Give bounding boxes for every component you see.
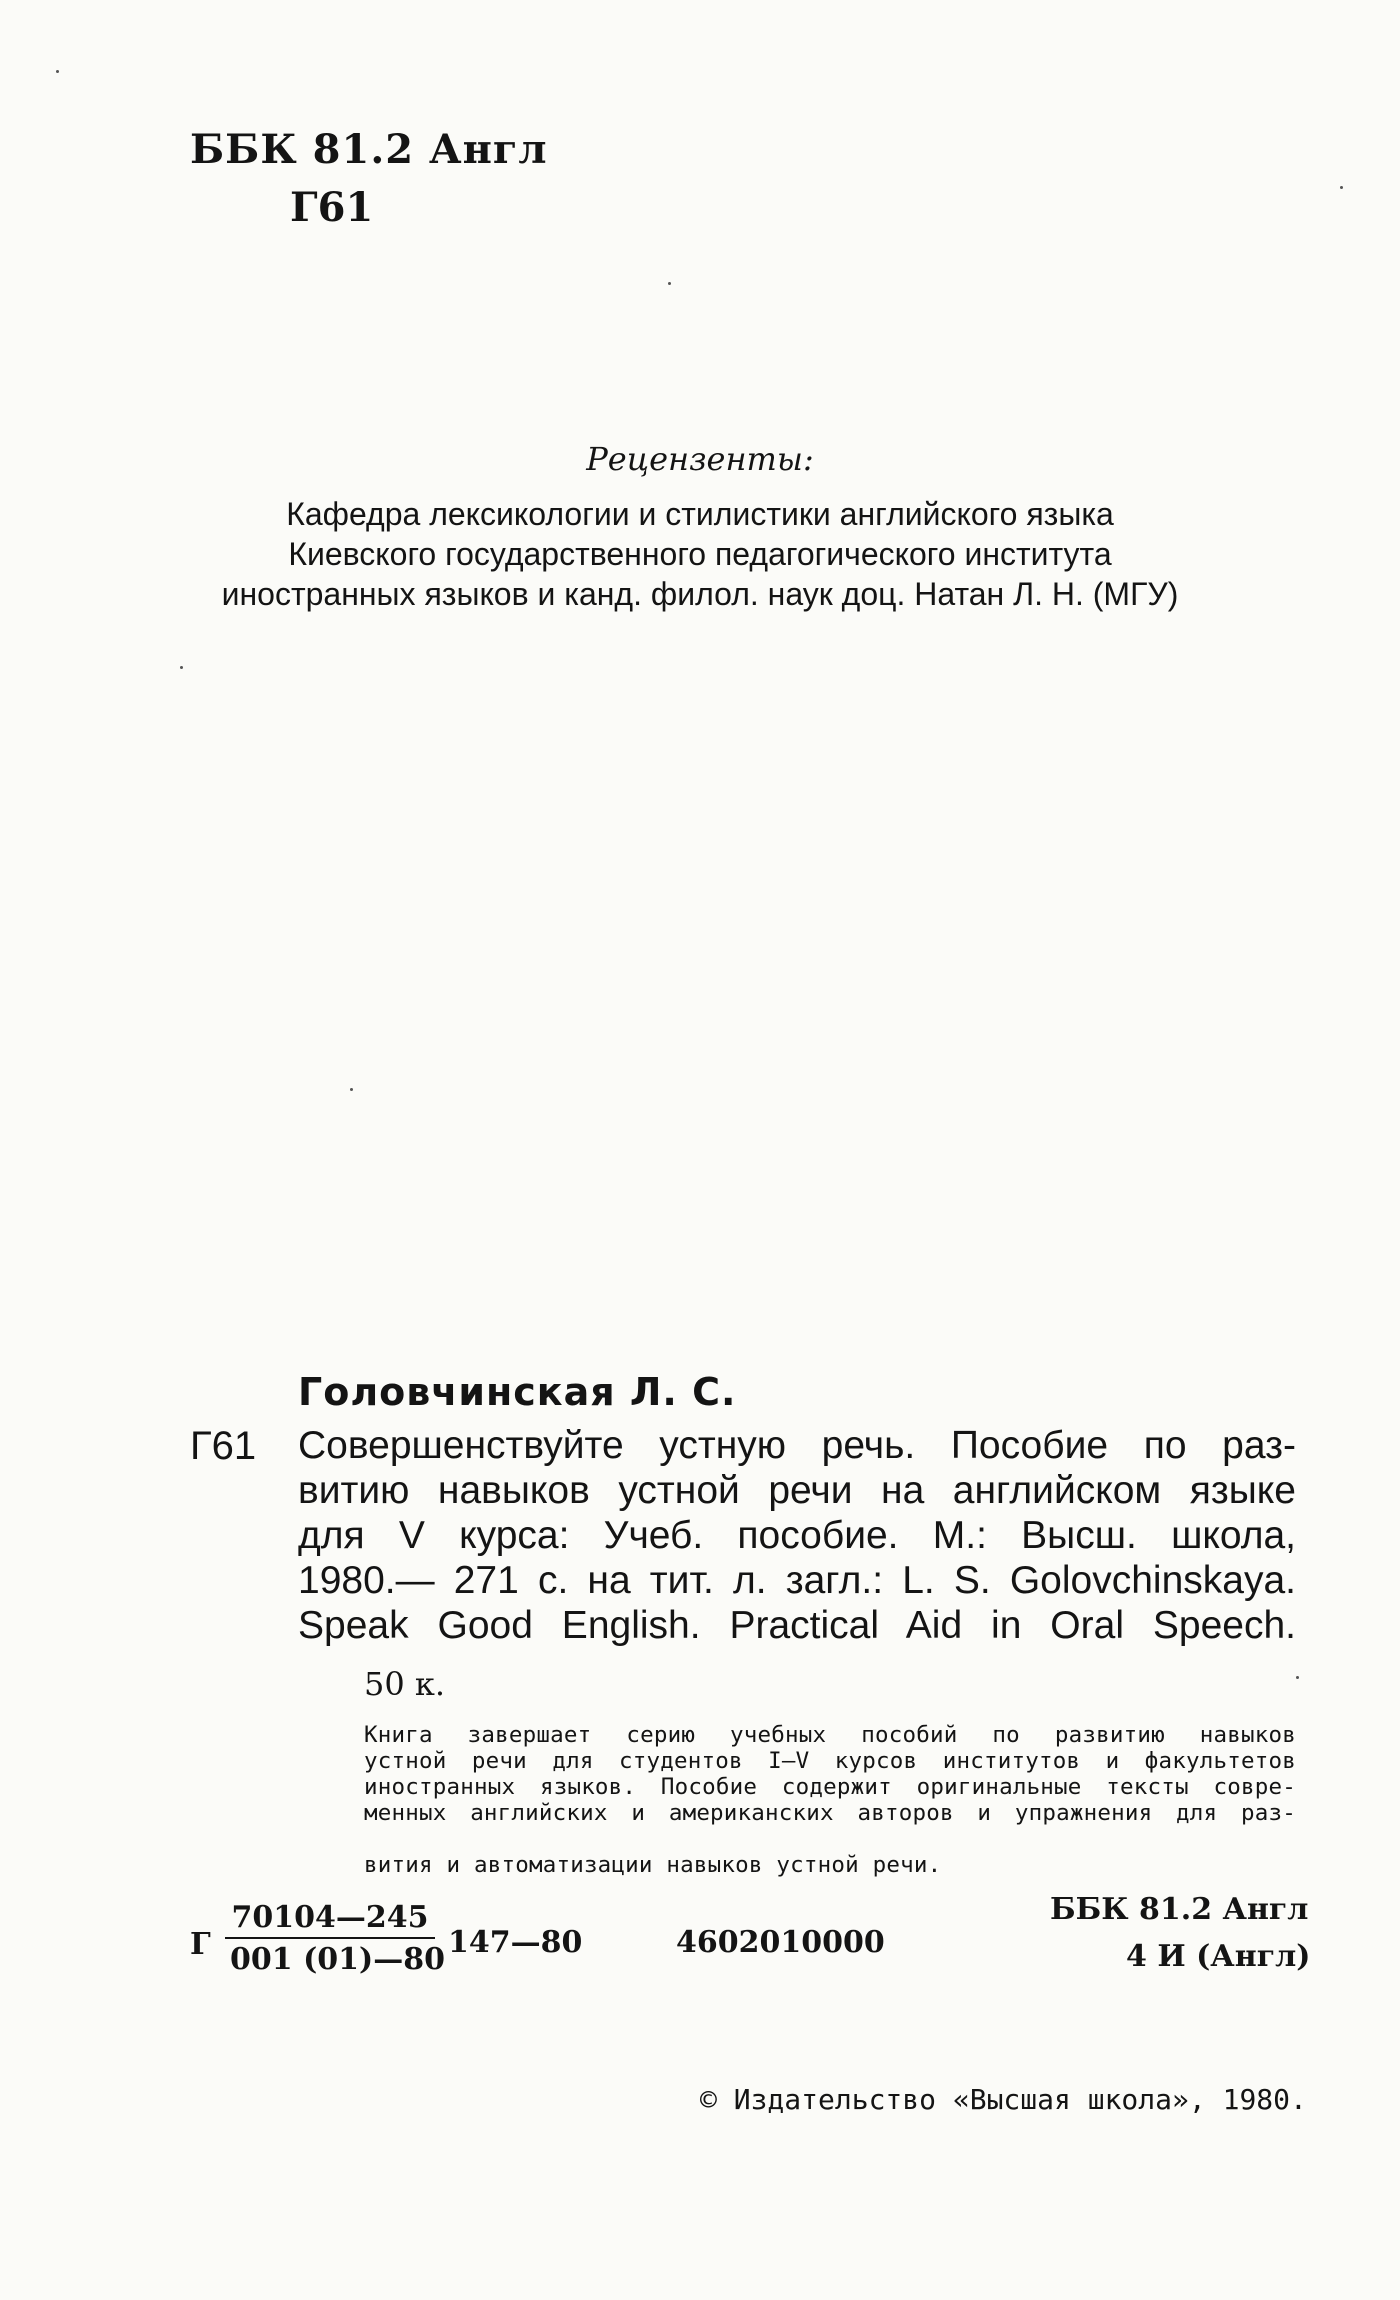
bbk-classification: ББК 81.2 Англ	[190, 126, 548, 173]
paper-speck	[350, 1088, 353, 1091]
reviewers-title: Рецензенты:	[586, 440, 814, 478]
catalog-code: Г61	[190, 1424, 257, 1468]
author-code: Г61	[290, 184, 374, 231]
imprint-number: 4602010000	[676, 1925, 885, 1960]
bbk-bottom-line1: ББК 81.2 Англ	[1050, 1892, 1309, 1927]
description-line: для V курса: Учеб. пособие. М.: Высш. школа,	[298, 1514, 1296, 1557]
imprint-letter: Г	[190, 1927, 211, 1962]
paper-speck	[668, 282, 671, 285]
reviewers-line: Киевского государственного педагогического института	[288, 536, 1112, 572]
paper-speck	[180, 666, 183, 669]
price: 50 к.	[364, 1665, 446, 1703]
paper-speck	[56, 70, 59, 73]
description-line: 1980.— 271 с. на тит. л. загл.: L. S. Golovchinskaya.	[298, 1559, 1296, 1602]
annotation-line: Книга завершает серию учебных пособий по развитию навыков	[364, 1722, 1296, 1748]
annotation-line: устной речи для студентов I—V курсов институтов и факультетов	[364, 1748, 1296, 1774]
reviewers-line: иностранных языков и канд. филол. наук доц. Натан Л. Н. (МГУ)	[221, 576, 1179, 612]
catalog-author: Головчинская Л. С.	[298, 1370, 737, 1414]
imprint-numerator: 70104—245	[231, 1900, 429, 1935]
imprint-suffix: 147—80	[448, 1925, 583, 1960]
bbk-bottom-line2: 4 И (Англ)	[1126, 1939, 1311, 1974]
description-line: Speak Good English. Practical Aid in Oral Speech.	[298, 1604, 1296, 1647]
annotation-line: вития и автоматизации навыков устной речи.	[364, 1852, 942, 1878]
annotation-line: менных английских и американских авторов и упражнения для раз-	[364, 1800, 1296, 1826]
imprint-denominator: 001 (01)—80	[230, 1942, 445, 1977]
annotation-line: иностранных языков. Пособие содержит оригинальные тексты совре-	[364, 1774, 1296, 1800]
description-line: Совершенствуйте устную речь. Пособие по раз-	[298, 1424, 1296, 1467]
reviewers-line: Кафедра лексикологии и стилистики английского языка	[286, 496, 1114, 532]
paper-speck	[1296, 1676, 1299, 1679]
fraction-bar	[225, 1937, 435, 1939]
copyright-line: © Издательство «Высшая школа», 1980.	[700, 2083, 1307, 2116]
paper-speck	[1340, 186, 1343, 189]
description-line: витию навыков устной речи на английском языке	[298, 1469, 1296, 1512]
